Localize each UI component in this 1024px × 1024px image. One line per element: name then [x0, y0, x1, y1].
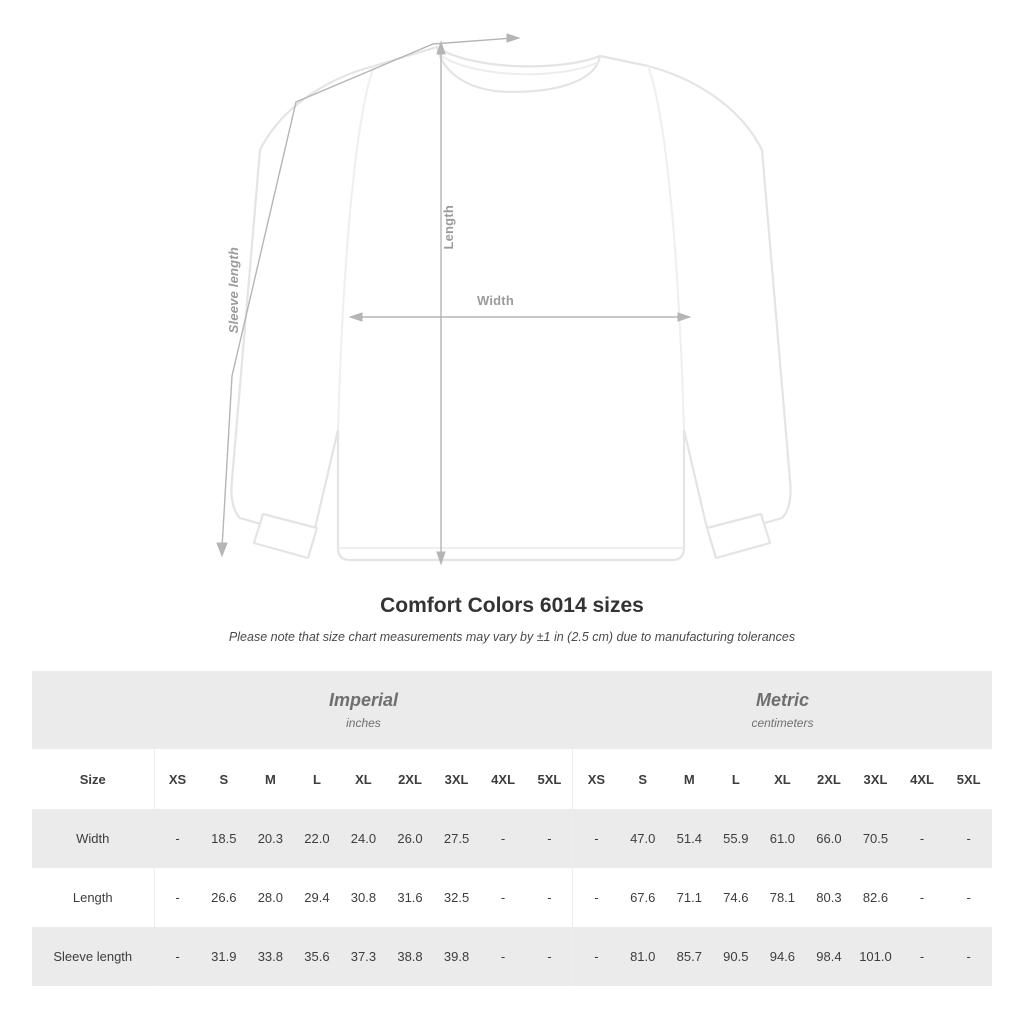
cell-length-imperial-2xl: 31.6 — [387, 868, 434, 927]
cell-width-imperial-m: 20.3 — [247, 809, 294, 868]
cell-length-metric-2xl: 80.3 — [806, 868, 853, 927]
metric-system-label: Metric — [755, 690, 809, 710]
cell-sleeve-imperial-3xl: 39.8 — [433, 927, 480, 986]
width-label: Width — [477, 293, 514, 308]
cell-sleeve-imperial-xl: 37.3 — [340, 927, 387, 986]
cell-length-metric-3xl: 82.6 — [852, 868, 899, 927]
cell-sleeve-imperial-5xl: - — [526, 927, 573, 986]
imperial-unit-label: inches — [346, 716, 381, 730]
size-header-metric-xs: XS — [573, 749, 620, 809]
row-label-sleeve-length: Sleeve length — [32, 927, 154, 986]
cell-length-metric-m: 71.1 — [666, 868, 713, 927]
cell-width-imperial-3xl: 27.5 — [433, 809, 480, 868]
metric-header-cell — [573, 671, 992, 749]
size-header-metric-l: L — [713, 749, 760, 809]
size-table — [32, 671, 992, 986]
table-row — [32, 809, 992, 868]
size-table-wrapper — [32, 671, 992, 986]
cell-width-metric-2xl: 66.0 — [806, 809, 853, 868]
cell-length-imperial-m: 28.0 — [247, 868, 294, 927]
cell-length-metric-l: 74.6 — [713, 868, 760, 927]
page-title: Comfort Colors 6014 sizes — [380, 594, 644, 617]
sleeve-length-label: Sleeve length — [226, 247, 241, 334]
cell-sleeve-imperial-xs: - — [154, 927, 201, 986]
imperial-system-label: Imperial — [328, 690, 398, 710]
cell-sleeve-metric-xs: - — [573, 927, 620, 986]
cell-width-metric-4xl: - — [899, 809, 946, 868]
cell-length-imperial-5xl: - — [526, 868, 573, 927]
cell-width-imperial-4xl: - — [480, 809, 527, 868]
cell-length-imperial-3xl: 32.5 — [433, 868, 480, 927]
size-header-imperial-s: S — [201, 749, 248, 809]
cell-sleeve-metric-2xl: 98.4 — [806, 927, 853, 986]
cell-sleeve-metric-4xl: - — [899, 927, 946, 986]
size-header-metric-xl: XL — [759, 749, 806, 809]
size-header-imperial-l: L — [294, 749, 341, 809]
cell-length-imperial-s: 26.6 — [201, 868, 248, 927]
cell-length-imperial-xl: 30.8 — [340, 868, 387, 927]
cell-width-imperial-s: 18.5 — [201, 809, 248, 868]
cell-width-metric-xl: 61.0 — [759, 809, 806, 868]
cell-width-imperial-l: 22.0 — [294, 809, 341, 868]
cell-width-metric-l: 55.9 — [713, 809, 760, 868]
cell-length-metric-xl: 78.1 — [759, 868, 806, 927]
cell-sleeve-imperial-l: 35.6 — [294, 927, 341, 986]
units-blank-cell — [32, 671, 154, 749]
size-header-imperial-2xl: 2XL — [387, 749, 434, 809]
cell-sleeve-imperial-4xl: - — [480, 927, 527, 986]
table-row-size-headers — [32, 749, 992, 809]
metric-unit-label: centimeters — [751, 716, 814, 730]
size-header-imperial-3xl: 3XL — [433, 749, 480, 809]
cell-sleeve-imperial-s: 31.9 — [201, 927, 248, 986]
title-block — [0, 594, 1024, 644]
size-header-imperial-xs: XS — [154, 749, 201, 809]
table-row — [32, 868, 992, 927]
size-header-imperial-xl: XL — [340, 749, 387, 809]
size-header-metric-4xl: 4XL — [899, 749, 946, 809]
cell-sleeve-imperial-m: 33.8 — [247, 927, 294, 986]
size-header-metric-m: M — [666, 749, 713, 809]
size-header-imperial-4xl: 4XL — [480, 749, 527, 809]
size-header-label: Size — [32, 749, 154, 809]
table-row-units — [32, 671, 992, 749]
cell-sleeve-metric-5xl: - — [945, 927, 992, 986]
cell-width-imperial-xs: - — [154, 809, 201, 868]
row-label-width: Width — [32, 809, 154, 868]
cell-length-imperial-xs: - — [154, 868, 201, 927]
tolerance-note: Please note that size chart measurements may vary by ±1 in (2.5 cm) due to manufacturing tolerances — [228, 630, 796, 644]
cell-length-imperial-4xl: - — [480, 868, 527, 927]
cell-length-metric-5xl: - — [945, 868, 992, 927]
cell-width-imperial-xl: 24.0 — [340, 809, 387, 868]
size-header-metric-3xl: 3XL — [852, 749, 899, 809]
cell-sleeve-metric-xl: 94.6 — [759, 927, 806, 986]
size-header-imperial-m: M — [247, 749, 294, 809]
cell-width-metric-m: 51.4 — [666, 809, 713, 868]
size-header-imperial-5xl: 5XL — [526, 749, 573, 809]
size-header-metric-5xl: 5XL — [945, 749, 992, 809]
cell-sleeve-metric-m: 85.7 — [666, 927, 713, 986]
cell-length-metric-xs: - — [573, 868, 620, 927]
row-label-length: Length — [32, 868, 154, 927]
cell-width-metric-s: 47.0 — [619, 809, 666, 868]
cell-sleeve-imperial-2xl: 38.8 — [387, 927, 434, 986]
imperial-header-cell — [154, 671, 573, 749]
cell-sleeve-metric-l: 90.5 — [713, 927, 760, 986]
cell-sleeve-metric-3xl: 101.0 — [852, 927, 899, 986]
cell-length-metric-s: 67.6 — [619, 868, 666, 927]
length-label: Length — [441, 205, 456, 250]
cell-width-metric-5xl: - — [945, 809, 992, 868]
cell-width-imperial-5xl: - — [526, 809, 573, 868]
size-header-metric-2xl: 2XL — [806, 749, 853, 809]
cell-width-metric-xs: - — [573, 809, 620, 868]
cell-sleeve-metric-s: 81.0 — [619, 927, 666, 986]
cell-length-metric-4xl: - — [899, 868, 946, 927]
cell-length-imperial-l: 29.4 — [294, 868, 341, 927]
size-header-metric-s: S — [619, 749, 666, 809]
cell-width-metric-3xl: 70.5 — [852, 809, 899, 868]
cell-width-imperial-2xl: 26.0 — [387, 809, 434, 868]
table-row — [32, 927, 992, 986]
